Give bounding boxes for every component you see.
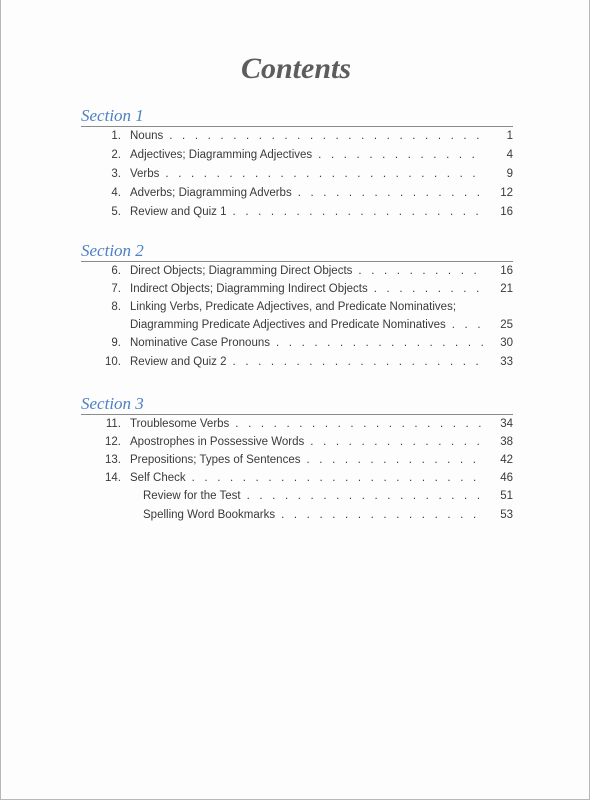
- entry-page-number: 4: [506, 149, 513, 161]
- entry-number: 14.: [105, 472, 121, 484]
- entry-page-number: 9: [506, 168, 513, 180]
- section-2-heading: Section 2: [81, 241, 144, 260]
- dot-leader: [318, 146, 485, 164]
- dot-leader: [276, 334, 485, 352]
- toc-entry-13[interactable]: [101, 451, 513, 469]
- dot-leader: [452, 316, 485, 334]
- entry-page-number: 46: [500, 472, 513, 484]
- toc-entry-6[interactable]: [101, 262, 513, 280]
- entry-number: 4.: [111, 187, 121, 199]
- dot-leader: [247, 487, 485, 505]
- entry-number: 12.: [105, 436, 121, 448]
- dot-leader: [233, 353, 485, 371]
- entry-title: Prepositions; Types of Sentences: [130, 454, 301, 466]
- dot-leader: [192, 469, 485, 487]
- entry-page-number: 33: [500, 356, 513, 368]
- entry-number: 9.: [111, 337, 121, 349]
- entry-title: Troublesome Verbs: [130, 418, 230, 430]
- toc-entry-2[interactable]: [101, 146, 513, 164]
- entry-title: Review and Quiz 2: [130, 356, 227, 368]
- entry-title: Self Check: [130, 472, 186, 484]
- section-1-heading: Section 1: [81, 106, 144, 125]
- toc-entry-11[interactable]: [101, 415, 513, 433]
- dot-leader: [298, 184, 485, 202]
- toc-entry-review-for-test[interactable]: [101, 487, 513, 505]
- dot-leader: [374, 280, 485, 298]
- entry-title: Nominative Case Pronouns: [130, 337, 270, 349]
- entry-title: Linking Verbs, Predicate Adjectives, and Predicate Nominatives;: [130, 301, 457, 313]
- entry-page-number: 16: [500, 265, 513, 277]
- entry-number: 8.: [111, 301, 121, 313]
- toc-entry-3[interactable]: [101, 165, 513, 183]
- entry-page-number: 12: [500, 187, 513, 199]
- entry-page-number: 42: [500, 454, 513, 466]
- entry-number: 3.: [111, 168, 121, 180]
- entry-title: Direct Objects; Diagramming Direct Objects: [130, 265, 353, 277]
- dot-leader: [233, 203, 485, 221]
- toc-entry-8-continued[interactable]: [101, 316, 513, 334]
- toc-entry-7[interactable]: [101, 280, 513, 298]
- toc-entry-8[interactable]: [101, 298, 513, 316]
- toc-entry-14[interactable]: [101, 469, 513, 487]
- toc-entry-10[interactable]: [101, 353, 513, 371]
- entry-title: Indirect Objects; Diagramming Indirect Objects: [130, 283, 368, 295]
- dot-leader: [306, 451, 485, 469]
- entry-title: Nouns: [130, 130, 164, 142]
- entry-page-number: 34: [500, 418, 513, 430]
- entry-title: Review and Quiz 1: [130, 206, 227, 218]
- dot-leader: [169, 127, 485, 145]
- toc-entry-12[interactable]: [101, 433, 513, 451]
- entry-title: Review for the Test: [143, 490, 241, 502]
- dot-leader: [358, 262, 485, 280]
- entry-title: Diagramming Predicate Adjectives and Predicate Nominatives: [130, 319, 446, 331]
- entry-number: 6.: [111, 265, 121, 277]
- entry-title: Verbs: [130, 168, 160, 180]
- entry-title: Adjectives; Diagramming Adjectives: [130, 149, 313, 161]
- page-title: Contents: [240, 52, 352, 85]
- entry-page-number: 53: [500, 509, 513, 521]
- toc-entry-9[interactable]: [101, 334, 513, 352]
- entry-page-number: 16: [500, 206, 513, 218]
- dot-leader: [165, 165, 485, 183]
- entry-number: 5.: [111, 206, 121, 218]
- entry-number: 2.: [111, 149, 121, 161]
- entry-title: Spelling Word Bookmarks: [143, 509, 276, 521]
- entry-page-number: 30: [500, 337, 513, 349]
- dot-leader: [235, 415, 485, 433]
- entry-page-number: 25: [500, 319, 513, 331]
- entry-number: 7.: [111, 283, 121, 295]
- toc-entry-spelling-bookmarks[interactable]: [101, 506, 513, 524]
- entry-title: Adverbs; Diagramming Adverbs: [130, 187, 292, 199]
- entry-page-number: 1: [506, 130, 513, 142]
- section-3-heading: Section 3: [81, 394, 144, 413]
- entry-number: 1.: [111, 130, 121, 142]
- entry-page-number: 38: [500, 436, 513, 448]
- entry-page-number: 51: [500, 490, 513, 502]
- entry-title: Apostrophes in Possessive Words: [130, 436, 305, 448]
- entry-number: 13.: [105, 454, 121, 466]
- toc-entry-4[interactable]: [101, 184, 513, 202]
- toc-entry-5[interactable]: [101, 203, 513, 221]
- dot-leader: [310, 433, 485, 451]
- toc-entry-1[interactable]: [101, 127, 513, 145]
- entry-page-number: 21: [500, 283, 513, 295]
- entry-number: 11.: [105, 418, 121, 430]
- entry-number: 10.: [105, 356, 121, 368]
- dot-leader: [281, 506, 485, 524]
